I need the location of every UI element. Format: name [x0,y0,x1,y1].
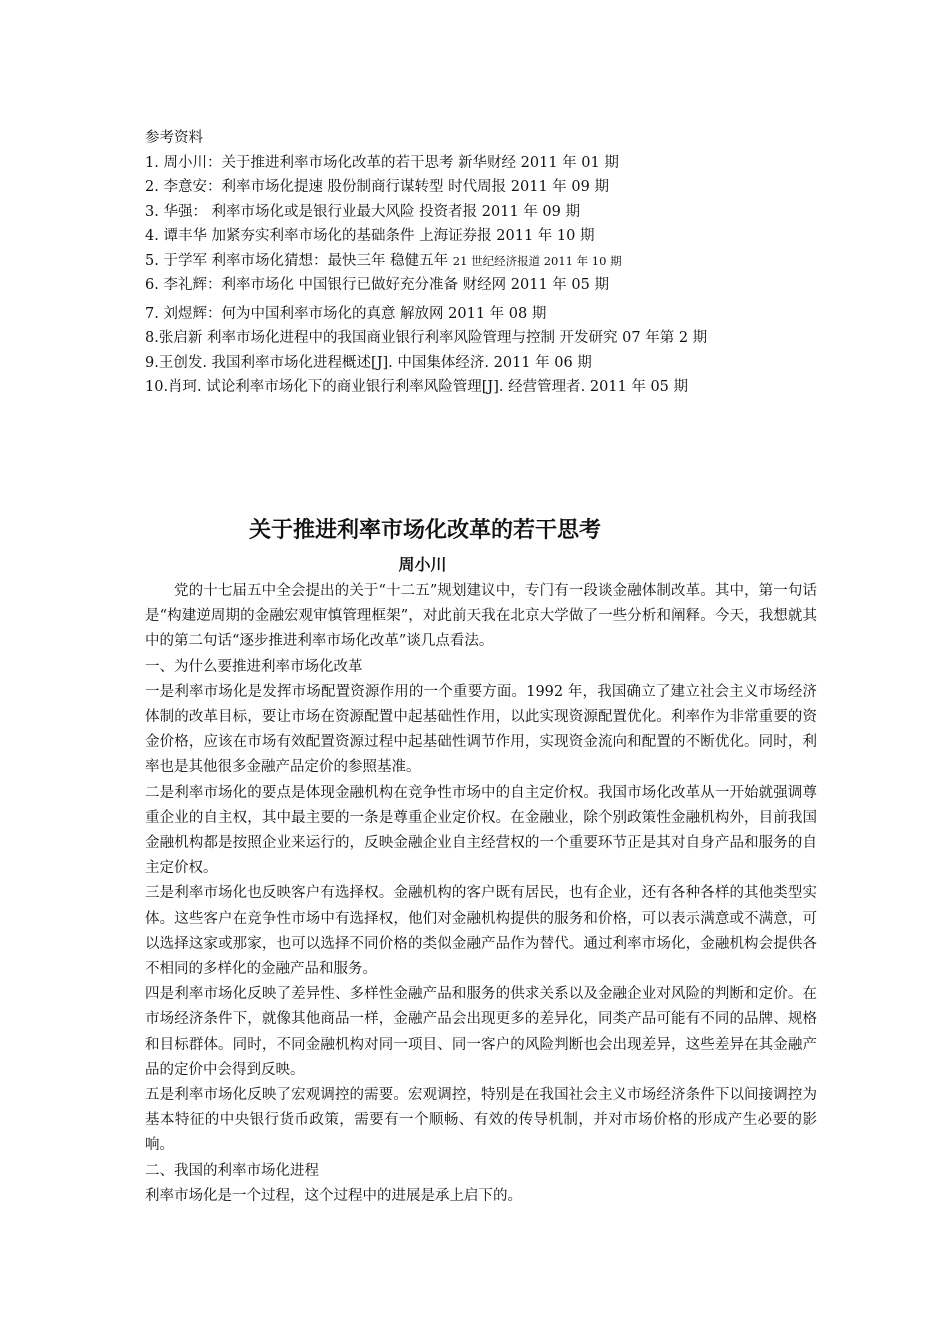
references-heading: 参考资料 [145,130,203,146]
section-heading: 二、我国的利率市场化进程 [145,1162,319,1179]
body-paragraph: 二是利率市场化的要点是体现金融机构在竞争性市场中的自主定价权。我国市场化改革从一开始就强调尊重企业的自主权，其中最主要的一条是尊重企业定价权。在金融业，除个别政策性金融机构外，目前我国金融机构都是按照企业来运行的，反映金融企业自主经营权的一个重要环节正是其对自身产品和服务的自主定价权。 [145,784,817,877]
body-paragraph: 一是利率市场化是发挥市场配置资源作用的一个重要方面。1992 年，我国确立了建立社会主义市场经济体制的改革目标，要让市场在资源配置中起基础性作用，以此实现资源配置优化。利率作为非常重要的资金价格，应该在市场有效配置资源过程中起基础性调节作用，实现资金流向和配置的不断优化。同时，利率也是其他很多金融产品定价的参照基准。 [145,683,817,776]
body-paragraph: 三是利率市场化也反映客户有选择权。金融机构的客户既有居民，也有企业，还有各种各样的其他类型实体。这些客户在竞争性市场中有选择权，他们对金融机构提供的服务和价格，可以表示满意或不满意，可以选择这家或那家，也可以选择不同价格的类似金融产品作为替代。通过利率市场化，金融机构会提供各不相同的多样化的金融产品和服务。 [145,885,817,978]
reference-item: 4. 谭丰华 加紧夯实利率市场化的基础条件 上海证券报 2011 年 10 期 [145,228,595,244]
references-section [145,126,835,400]
reference-item: 2. 李意安：利率市场化提速 股份制商行谋转型 时代周报 2011 年 09 期 [145,179,609,195]
body-paragraph: 党的十七届五中全会提出的关于“十二五”规划建议中，专门有一段谈金融体制改革。其中，第一句话是“构建逆周期的金融宏观审慎管理框架”，对此前天我在北京大学做了一些分析和阐释。今天，我想就其中的第二句话“逐步推进利率市场化改革”谈几点看法。 [145,583,817,650]
reference-source-small: 21 世纪经济报道 2011 年 10 期 [452,253,622,268]
reference-item: 7. 刘煜辉：何为中国利率市场化的真意 解放网 2011 年 08 期 [145,305,547,322]
reference-item: 9.王创发. 我国利率市场化进程概述[J]. 中国集体经济. 2011 年 06 期 [145,354,592,371]
article-body [145,579,817,1209]
article-author: 周小川 [398,555,447,574]
body-paragraph: 利率市场化是一个过程，这个过程中的进展是承上启下的。 [145,1187,522,1204]
reference-item: 5. 于学军 利率市场化猜想：最快三年 稳健五年 21 世纪经济报道 2011 年 10 期 [145,252,622,269]
body-paragraph: 四是利率市场化反映了差异性、多样性金融产品和服务的供求关系以及金融企业对风险的判断和定价。在市场经济条件下，就像其他商品一样，金融产品会出现更多的差异化，同类产品可能有不同的品牌、规格和目标群体。同时，不同金融机构对同一项目、同一客户的风险判断也会出现差异，这些差异在其金融产品的定价中会得到反映。 [145,986,817,1078]
section-heading: 一、为什么要推进利率市场化改革 [145,658,363,675]
reference-item: 8.张启新 利率市场化进程中的我国商业银行利率风险管理与控制 开发研究 07 年第 2 期 [145,330,708,346]
body-paragraph: 五是利率市场化反映了宏观调控的需要。宏观调控，特别是在我国社会主义市场经济条件下以间接调控为基本特征的中央银行货币政策，需要有一个顺畅、有效的传导机制，并对市场价格的形成产生必要的影响。 [145,1087,817,1154]
reference-item: 10.肖珂. 试论利率市场化下的商业银行利率风险管理[J]. 经营管理者. 2011 年 05 期 [145,379,689,395]
article-title: 关于推进利率市场化改革的若干思考 [248,518,601,543]
reference-item: 3. 华强： 利率市场化或是银行业最大风险 投资者报 2011 年 09 期 [145,203,580,220]
reference-item: 6. 李礼辉：利率市场化 中国银行已做好充分准备 财经网 2011 年 05 期 [145,277,609,293]
reference-item: 1. 周小川：关于推进利率市场化改革的若干思考 新华财经 2011 年 01 期 [145,154,619,171]
